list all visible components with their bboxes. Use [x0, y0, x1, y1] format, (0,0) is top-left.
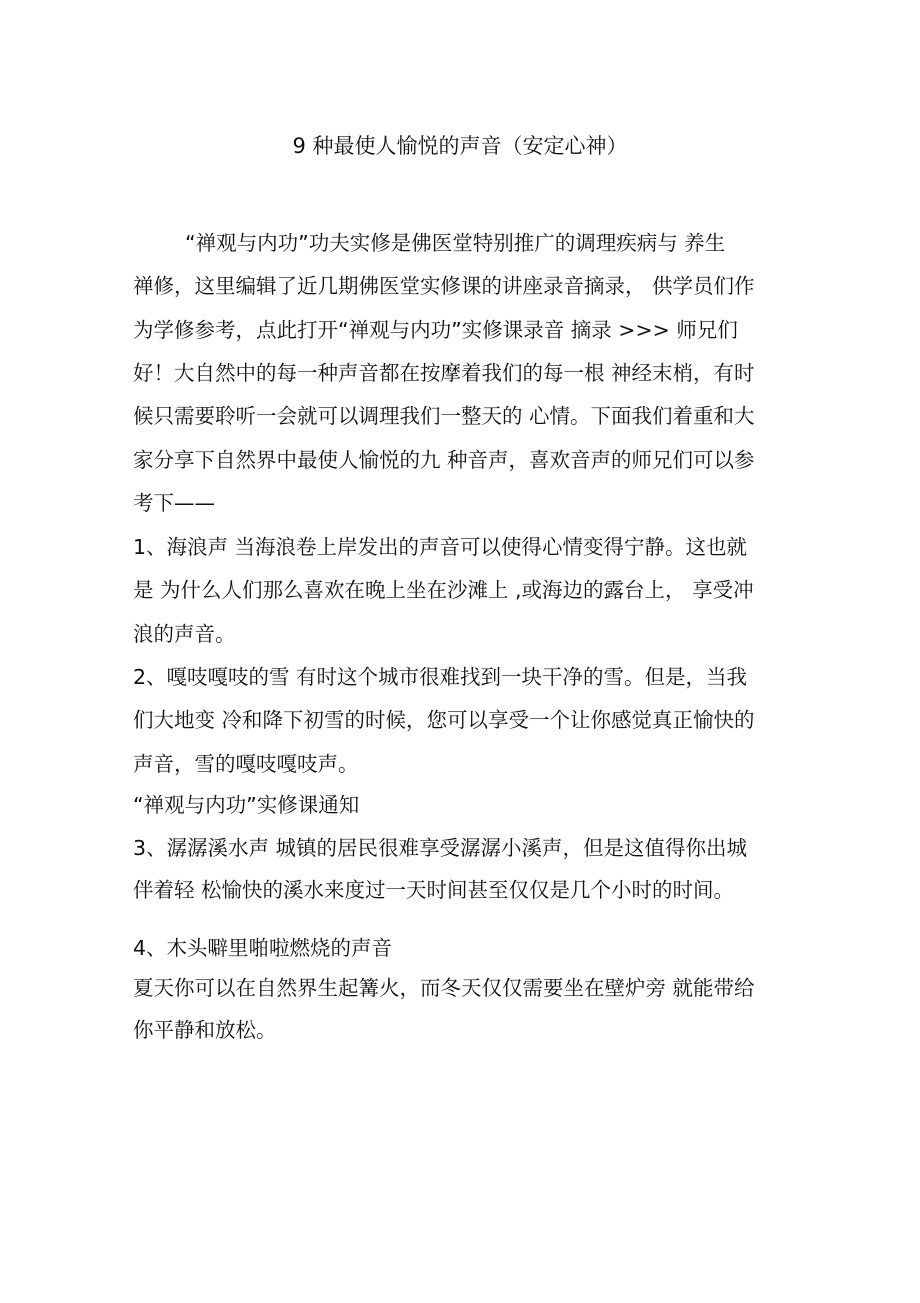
paragraph-line: 考下——: [133, 491, 215, 515]
paragraph-line: 好！大自然中的每一种声音都在按摩着我们的每一根 神经末梢，有时: [133, 361, 755, 385]
list-item-4-line: 夏天你可以在自然界生起篝火，而冬天仅仅需要坐在壁炉旁 就能带给: [133, 976, 755, 1000]
list-item-3-line: 3、潺潺溪水声 城镇的居民很难享受潺潺小溪声，但是这值得你出城: [133, 836, 748, 860]
list-item-2-line: 声音，雪的嘎吱嘎吱声。: [133, 752, 359, 776]
list-item-2-line: 们大地变 冷和降下初雪的时候，您可以享受一个让你感觉真正愉快的: [133, 708, 755, 732]
paragraph-line: “禅观与内功”功夫实修是佛医堂特别推广的调理疾病与 养生: [185, 231, 726, 255]
document-title: 9 种最使人愉悦的声音（安定心神）: [292, 134, 628, 158]
list-item-4-line: 你平静和放松。: [133, 1018, 277, 1042]
list-item-1-line: 是 为什么人们那么喜欢在晚上坐在沙滩上 ,或海边的露台上， 享受冲: [133, 578, 754, 602]
paragraph-line: 禅修，这里编辑了近几期佛医堂实修课的讲座录音摘录， 供学员们作: [133, 274, 755, 298]
paragraph-line: 候只需要聆听一会就可以调理我们一整天的 心情。下面我们着重和大: [133, 404, 755, 428]
course-notice-link[interactable]: “禅观与内功”实修课通知: [133, 793, 360, 817]
list-item-3-line: 伴着轻 松愉快的溪水来度过一天时间甚至仅仅是几个小时的时间。: [133, 878, 735, 902]
paragraph-line: 为学修参考，点此打开“禅观与内功”实修课录音 摘录 >>> 师兄们: [133, 318, 738, 342]
list-item-4-heading: 4、木头噼里啪啦燃烧的声音: [133, 936, 393, 960]
list-item-2-line: 2、嘎吱嘎吱的雪 有时这个城市很难找到一块干净的雪。但是，当我: [133, 665, 748, 689]
list-item-1-line: 浪的声音。: [133, 622, 236, 646]
list-item-1-line: 1、海浪声 当海浪卷上岸发出的声音可以使得心情变得宁静。这也就: [133, 535, 748, 559]
paragraph-line: 家分享下自然界中最使人愉悦的九 种音声，喜欢音声的师兄们可以参: [133, 448, 755, 472]
